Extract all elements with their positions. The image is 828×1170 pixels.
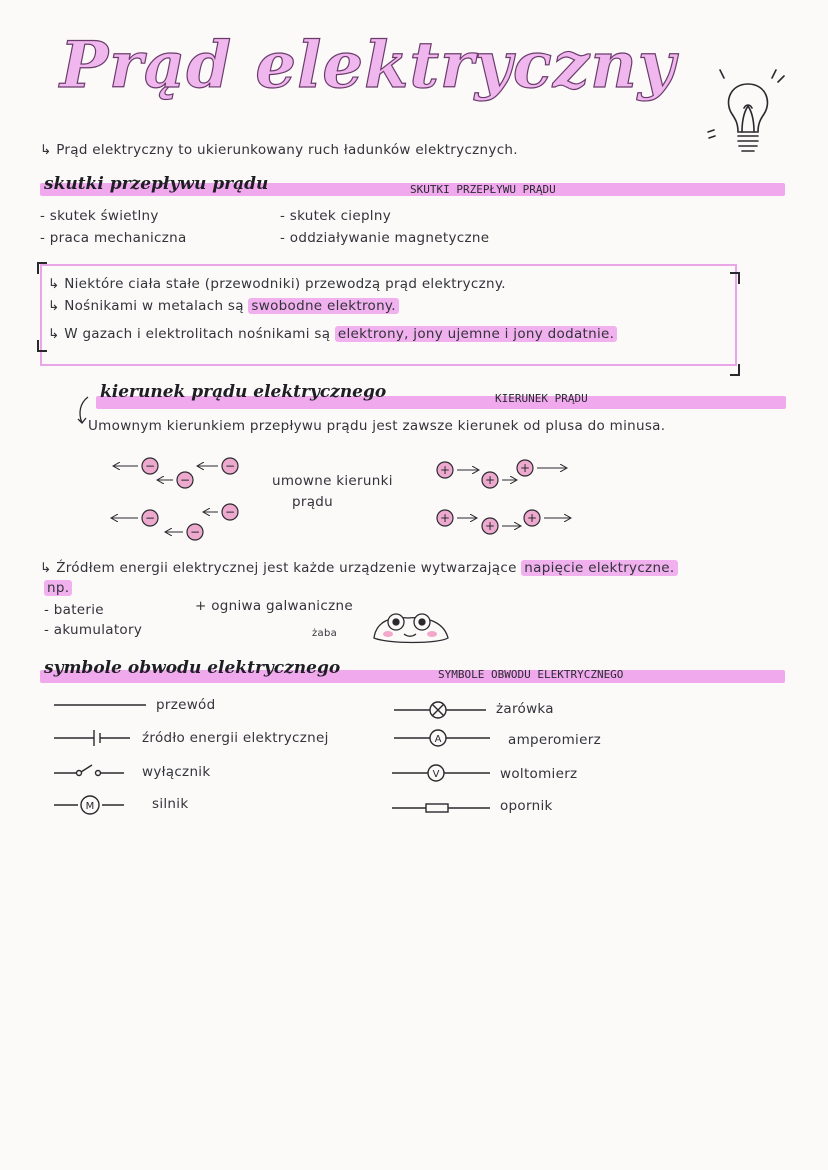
effects-heading: skutki przepływu prądu [44,174,269,194]
svg-text:−: − [224,459,236,473]
svg-text:−: − [144,459,156,473]
box-line-3-highlight: elektrony, jony ujemne i jony dodatnie. [335,326,617,342]
effect-item: - skutek cieplny [280,208,392,224]
direction-heading: kierunek prądu elektrycznego [100,382,387,402]
voltmeter-letter: V [432,769,440,780]
effect-item: - oddziaływanie magnetyczne [280,230,490,246]
effect-item: - skutek świetlny [40,208,159,224]
effect-item: - praca mechaniczna [40,230,187,246]
box-line-2 [48,298,399,314]
svg-text:+: + [484,519,496,533]
source-symbol [54,730,130,746]
switch-symbol [54,765,124,776]
np-highlight: np. [44,580,72,596]
frog-label: żaba [312,628,338,639]
symbols-heading: symbole obwodu elektrycznego [44,658,341,678]
effects-heading-caps: SKUTKI PRZEPŁYWU PRĄDU [410,183,556,196]
bracket [730,272,740,284]
bulb-symbol [394,702,486,718]
direction-heading-caps: KIERUNEK PRĄDU [495,392,588,405]
ammeter-symbol [394,730,490,746]
svg-text:−: − [224,505,236,519]
resistor-symbol [392,804,490,812]
source-item: - akumulatory [44,622,143,638]
svg-text:+: + [526,511,538,525]
symbols-left [50,695,160,820]
symbol-label: silnik [152,796,189,812]
box-line-2-highlight: swobodne elektrony. [248,298,398,314]
svg-text:+: + [519,461,531,475]
svg-text:+: + [439,511,451,525]
symbol-label: żarówka [496,701,554,717]
symbols-heading-caps: SYMBOLE OBWODU ELEKTRYCZNEGO [438,668,624,681]
voltmeter-symbol [392,765,490,781]
symbol-label: amperomierz [508,732,601,748]
svg-text:+: + [484,473,496,487]
box-line-2-text: ↳ Nośnikami w metalach są [48,298,244,314]
svg-text:−: − [189,525,201,539]
diagram-label: umowne kierunki [272,473,393,489]
page-title: Prąd elektryczny [60,28,676,103]
source-line [40,560,678,576]
ammeter-letter: A [434,734,442,745]
symbol-label: źródło energii elektrycznej [142,730,329,746]
source-extra: + ogniwa galwaniczne [195,598,353,614]
source-highlight: napięcie elektryczne. [521,560,677,576]
symbols-right [390,695,500,820]
box-line-1: ↳ Niektóre ciała stałe (przewodniki) przewodzą prąd elektryczny. [48,276,506,292]
np-label [44,580,72,596]
diagram-label: prądu [292,494,334,510]
direction-text: Umownym kierunkiem przepływu prądu jest zawsze kierunek od plusa do minusa. [88,418,666,434]
box-line-3 [48,326,617,342]
bracket [730,364,740,376]
motor-letter: M [85,801,95,812]
frog-icon [368,608,454,648]
svg-text:−: − [179,473,191,487]
symbol-label: opornik [500,798,553,814]
intro-text: ↳ Prąd elektryczny to ukierunkowany ruch ładunków elektrycznych. [40,142,518,158]
source-text: ↳ Źródłem energii elektrycznej jest każde urządzenie wytwarzające [40,560,517,576]
bracket [37,262,47,274]
source-item: - baterie [44,602,104,618]
box-line-3-text: ↳ W gazach i elektrolitach nośnikami są [48,326,331,342]
symbol-label: wyłącznik [142,764,211,780]
svg-text:−: − [144,511,156,525]
charge-diagram [100,452,580,542]
lightbulb-icon [700,62,790,172]
symbol-label: przewód [156,697,216,713]
svg-text:+: + [439,463,451,477]
symbol-label: woltomierz [500,766,578,782]
bracket [37,340,47,352]
